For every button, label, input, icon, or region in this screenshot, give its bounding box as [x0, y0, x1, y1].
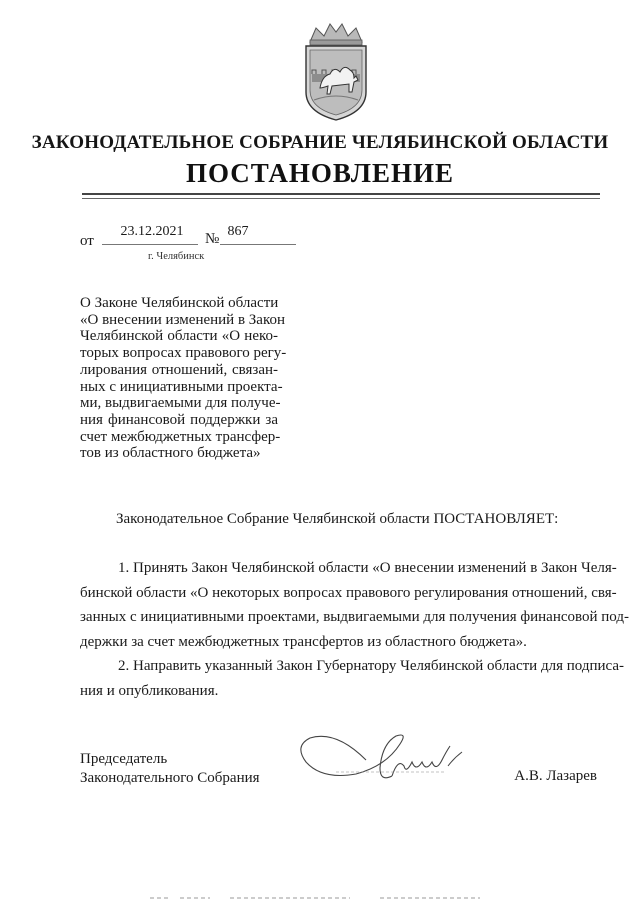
- paragraph-line: бинской области «О некоторых вопросах правового регулирования отношений, свя-: [80, 584, 617, 601]
- subject-line: счет межбюджетных трансфер-: [80, 428, 281, 445]
- document-subject: [80, 295, 287, 462]
- number-label: №: [205, 231, 220, 247]
- position-line: Председатель: [80, 751, 168, 767]
- position-line: Законодательного Собрания: [80, 769, 260, 786]
- subject-line: ми, выдвигаемыми для получе-: [80, 395, 281, 412]
- subject-line: ния финансовой поддержки за: [80, 411, 278, 428]
- paragraph-1: [80, 556, 629, 654]
- subject-line: лирования отношений, связан-: [80, 361, 278, 378]
- organization-name: ЗАКОНОДАТЕЛЬНОЕ СОБРАНИЕ ЧЕЛЯБИНСКОЙ ОБЛАСТИ: [31, 132, 609, 153]
- document-type: ПОСТАНОВЛЕНИЕ: [185, 158, 455, 188]
- header-rule-thin: [82, 198, 600, 199]
- coat-of-arms-icon: [296, 22, 376, 122]
- paragraph-line: 1. Принять Закон Челябинской области «О внесении изменений в Закон Челя-: [118, 560, 617, 576]
- header-rule: [82, 193, 600, 195]
- document-date: 23.12.2021: [120, 224, 184, 239]
- subject-line: торых вопросах правового регу-: [80, 345, 287, 362]
- paragraph-line: держки за счет межбюджетных трансфертов из областного бюджета».: [80, 633, 527, 650]
- preamble: Законодательное Собрание Челябинской области ПОСТАНОВЛЯЕТ:: [116, 511, 559, 527]
- subject-line: О Законе Челябинской области: [80, 295, 279, 311]
- subject-line: «О внесении изменений в Закон: [80, 311, 286, 328]
- city: г. Челябинск: [148, 251, 205, 262]
- footer-scan-marks: [150, 896, 480, 900]
- paragraph-2: [80, 654, 624, 703]
- paragraph-line: 2. Направить указанный Закон Губернатору Челябинской области для подписа-: [118, 658, 624, 674]
- signatory-name: А.В. Лазарев: [514, 768, 597, 784]
- date-underline: [102, 244, 198, 245]
- date-label: от: [80, 233, 94, 249]
- number-underline: [220, 244, 296, 245]
- subject-line: тов из областного бюджета»: [80, 445, 261, 462]
- paragraph-line: занных с инициативными проектами, выдвигаемыми для получения финансовой под-: [80, 609, 629, 625]
- paragraph-line: ния и опубликования.: [80, 682, 219, 699]
- document-number: 867: [227, 224, 249, 239]
- subject-line: ных с инициативными проекта-: [80, 378, 283, 395]
- subject-line: Челябинской области «О неко-: [80, 328, 278, 345]
